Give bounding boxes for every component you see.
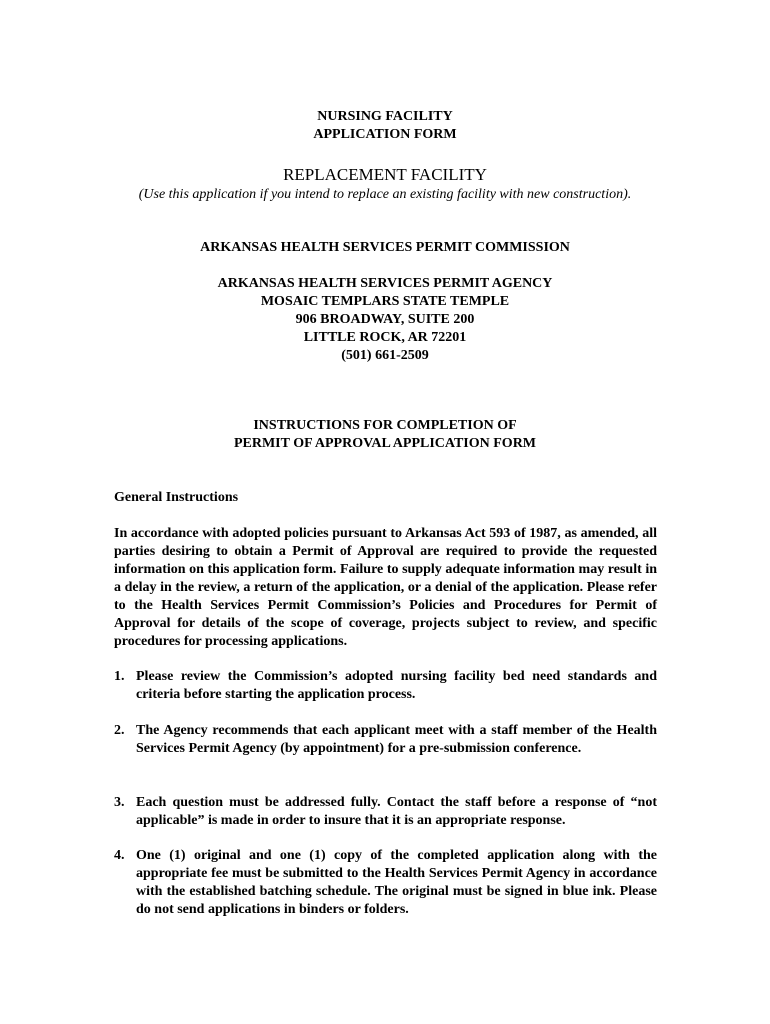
header-line-1: NURSING FACILITY: [317, 109, 453, 124]
item-number: 1.: [114, 669, 125, 684]
item-number: 4.: [114, 848, 125, 863]
instructions-heading: [0, 417, 770, 453]
agency-phone: (501) 661-2509: [341, 348, 429, 363]
instruction-item-3: [114, 794, 657, 830]
form-subtitle: (Use this application if you intend to replace an existing facility with new construction).: [138, 187, 632, 202]
item-text: Each question must be addressed fully. Contact the staff before a response of “not applicable” is made in order to insure that it is an appropriate response.: [136, 795, 657, 828]
instruction-item-4: [114, 847, 657, 919]
instructions-heading-line-2: PERMIT OF APPROVAL APPLICATION FORM: [233, 436, 537, 451]
form-header: [0, 108, 770, 144]
item-text: The Agency recommends that each applicant meet with a staff member of the Health Services Permit Agency (by appointment) for a pre-submission conference.: [136, 723, 657, 756]
instruction-item-2: [114, 722, 657, 758]
general-instructions-heading: General Instructions: [114, 490, 239, 505]
title-text: REPLACEMENT FACILITY: [283, 165, 487, 184]
item-number: 2.: [114, 723, 125, 738]
commission-name-text: ARKANSAS HEALTH SERVICES PERMIT COMMISSION: [200, 240, 570, 255]
agency-name: ARKANSAS HEALTH SERVICES PERMIT AGENCY: [217, 276, 553, 291]
agency-address-block: [0, 275, 770, 365]
general-instructions-paragraph: In accordance with adopted policies pursuant to Arkansas Act 593 of 1987, as amended, all parties desiring to obtain a Permit of Approval are required to provide the requested information on this application form. Failure to supply adequate information may result in a delay in the review, a return of the application, or a denial of the application. Please refer to the Health Services Permit Commission’s Policies and Procedures for Permit of Approval for details of the scope of coverage, projects subject to review, and specific procedures for processing applications.: [114, 526, 657, 649]
agency-building: MOSAIC TEMPLARS STATE TEMPLE: [260, 294, 510, 309]
agency-city: LITTLE ROCK, AR 72201: [303, 330, 467, 345]
instructions-heading-line-1: INSTRUCTIONS FOR COMPLETION OF: [253, 418, 517, 433]
item-text: Please review the Commission’s adopted nursing facility bed need standards and criteria before starting the application process.: [136, 669, 657, 702]
item-number: 3.: [114, 795, 125, 810]
form-title: [0, 165, 770, 185]
item-text: One (1) original and one (1) copy of the completed application along with the appropriate fee must be submitted to the Health Services Permit Agency in accordance with the established batching schedule. The original must be signed in blue ink. Please do not send applications in binders or folders.: [136, 848, 657, 917]
agency-street: 906 BROADWAY, SUITE 200: [295, 312, 475, 327]
commission-name: [0, 239, 770, 257]
header-line-2: APPLICATION FORM: [313, 127, 457, 142]
instruction-item-1: [114, 668, 657, 704]
